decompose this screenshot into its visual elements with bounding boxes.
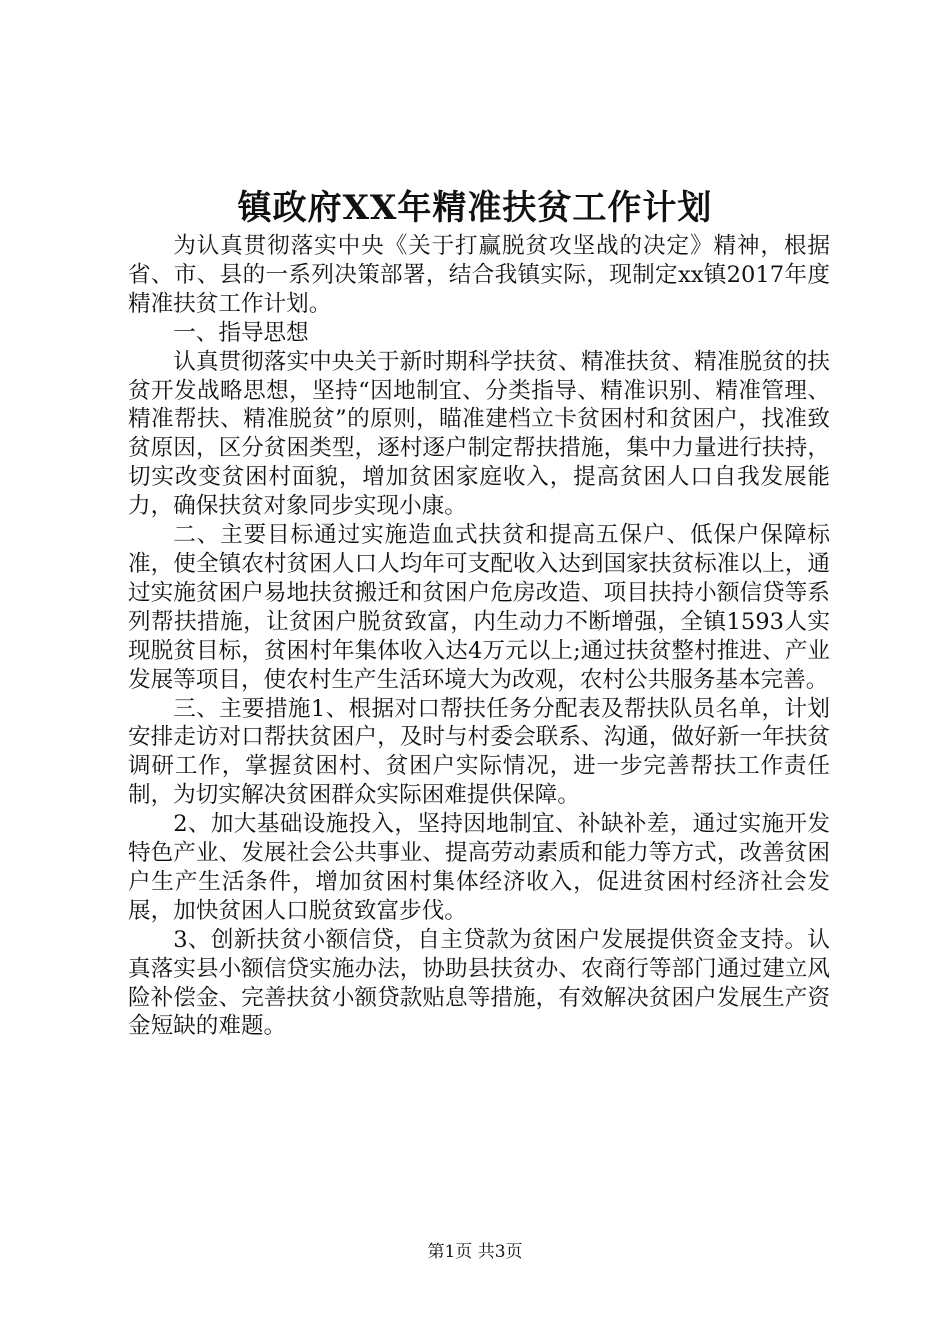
document-body bbox=[128, 232, 830, 1041]
paragraph-main-measures-1: 三、主要措施1、根据对口帮扶任务分配表及帮扶队员名单，计划安排走访对口帮扶贫困户，及时与村委会联系、沟通，做好新一年扶贫调研工作，掌握贫困村、贫困户实际情况，进一步完善帮扶工作责任制，为切实解决贫困群众实际困难提供保障。 bbox=[128, 695, 830, 809]
paragraph-intro: 为认真贯彻落实中央《关于打赢脱贫攻坚战的决定》精神，根据省、市、县的一系列决策部署，结合我镇实际，现制定xx镇2017年度精准扶贫工作计划。 bbox=[128, 233, 830, 317]
paragraph-main-measures-3: 3、创新扶贫小额信贷，自主贷款为贫困户发展提供资金支持。认真落实县小额信贷实施办法，协助县扶贫办、农商行等部门通过建立风险补偿金、完善扶贫小额贷款贴息等措施，有效解决贫困户发展生产资金短缺的难题。 bbox=[128, 926, 830, 1040]
paragraph-guiding-ideology: 认真贯彻落实中央关于新时期科学扶贫、精准扶贫、精准脱贫的扶贫开发战略思想，坚持“因地制宜、分类指导、精准识别、精准管理、精准帮扶、精准脱贫”的原则，瞄准建档立卡贫困村和贫困户，找准致贫原因，区分贫困类型，逐村逐户制定帮扶措施，集中力量进行扶持，切实改变贫困村面貌，增加贫困家庭收入，提高贫困人口自我发展能力，确保扶贫对象同步实现小康。 bbox=[128, 348, 830, 520]
paragraph-main-goals: 二、主要目标通过实施造血式扶贫和提高五保户、低保户保障标准，使全镇农村贫困人口人均年可支配收入达到国家扶贫标准以上，通过实施贫困户易地扶贫搬迁和贫困户危房改造、项目扶持小额信贷等系列帮扶措施，让贫困户脱贫致富，内生动力不断增强，全镇1593人实现脱贫目标，贫困村年集体收入达4万元以上;通过扶贫整村推进、产业发展等项目，使农村生产生活环境大为改观，农村公共服务基本完善。 bbox=[128, 522, 830, 693]
page-number-footer: 第1页 共3页 bbox=[427, 1242, 523, 1262]
document-title: 镇政府XX年精准扶贫工作计划 bbox=[237, 188, 713, 228]
section-heading-guiding-ideology: 一、指导思想 bbox=[173, 319, 309, 346]
paragraph-main-measures-2: 2、加大基础设施投入，坚持因地制宜、补缺补差，通过实施开发特色产业、发展社会公共事业、提高劳动素质和能力等方式，改善贫困户生产生活条件，增加贫困村集体经济收入，促进贫困村经济社会发展，加快贫困人口脱贫致富步伐。 bbox=[128, 811, 830, 924]
